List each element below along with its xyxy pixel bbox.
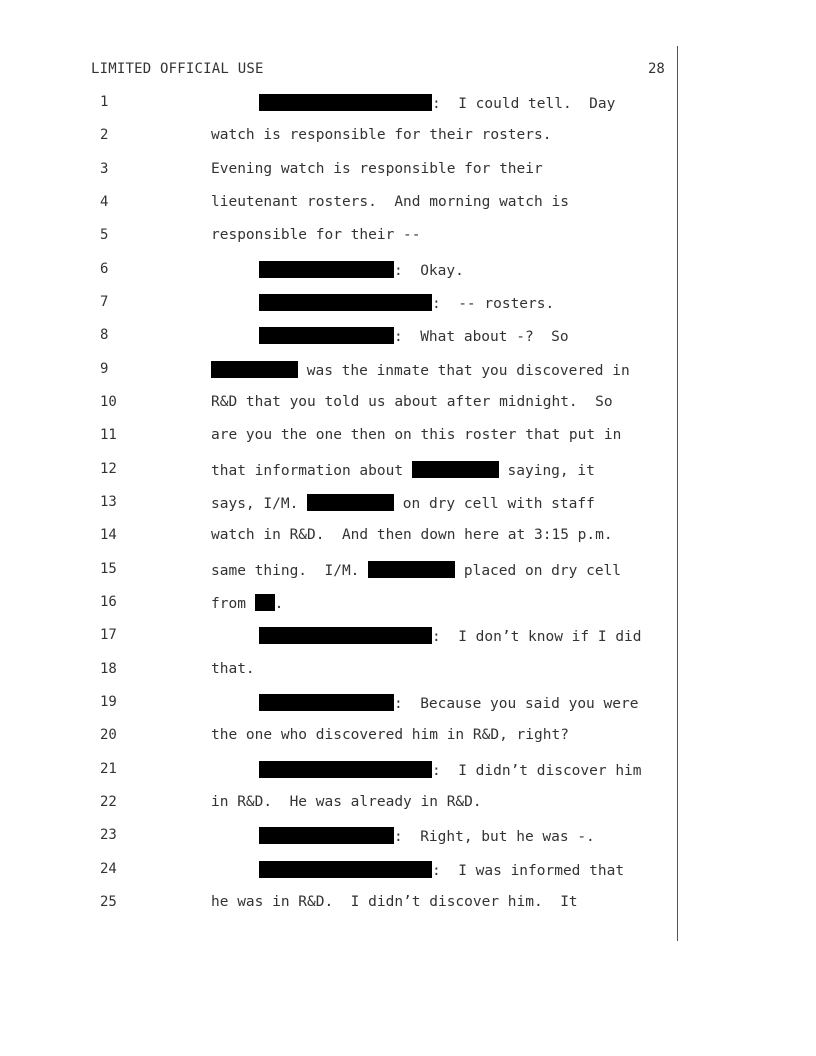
line-text [211, 594, 283, 612]
line-number: 13 [100, 494, 117, 510]
transcript-line [0, 794, 816, 814]
line-text-segment: : Okay. [394, 263, 464, 279]
redaction-block [368, 561, 455, 578]
redaction-block [259, 694, 394, 711]
line-text [259, 94, 615, 112]
line-text-segment: . [274, 596, 284, 612]
line-text: he was in R&D. I didn’t discover him. It [211, 894, 578, 910]
line-number: 16 [100, 594, 117, 610]
line-text [211, 361, 630, 379]
line-text-segment: from [211, 596, 255, 612]
line-text-segment: : I didn’t discover him [432, 763, 642, 779]
transcript-line [0, 894, 816, 914]
line-text: Evening watch is responsible for their [211, 161, 543, 177]
line-number: 20 [100, 727, 117, 743]
line-number: 9 [100, 361, 109, 377]
line-text [259, 294, 554, 312]
transcript-line [0, 261, 816, 281]
line-number: 4 [100, 194, 109, 210]
transcript-line [0, 527, 816, 547]
line-text: in R&D. He was already in R&D. [211, 794, 482, 810]
line-number: 12 [100, 461, 117, 477]
transcript-line [0, 161, 816, 181]
line-text: watch in R&D. And then down here at 3:15 p.m. [211, 527, 613, 543]
transcript-line [0, 94, 816, 114]
transcript-line [0, 127, 816, 147]
transcript-line [0, 727, 816, 747]
line-number: 2 [100, 127, 109, 143]
line-text-segment: on dry cell with staff [394, 496, 595, 512]
line-number: 15 [100, 561, 117, 577]
line-text-segment: : I don’t know if I did [432, 629, 642, 645]
line-text: R&D that you told us about after midnight. So [211, 394, 613, 410]
transcript-line [0, 327, 816, 347]
page-number: 28 [648, 61, 665, 77]
line-number: 24 [100, 861, 117, 877]
line-number: 7 [100, 294, 109, 310]
transcript-line [0, 194, 816, 214]
line-number: 11 [100, 427, 117, 443]
transcript-line [0, 661, 816, 681]
line-text: watch is responsible for their rosters. [211, 127, 552, 143]
line-number: 21 [100, 761, 117, 777]
redaction-block [259, 94, 432, 111]
line-text-segment: : I could tell. Day [432, 96, 616, 112]
transcript-line [0, 561, 816, 581]
line-text: lieutenant rosters. And morning watch is [211, 194, 569, 210]
line-text-segment: saying, it [498, 463, 595, 479]
transcript-line [0, 594, 816, 614]
redaction-block [259, 294, 432, 311]
transcript-line [0, 294, 816, 314]
line-number: 14 [100, 527, 117, 543]
redaction-block [259, 261, 394, 278]
line-number: 22 [100, 794, 117, 810]
transcript-line [0, 361, 816, 381]
line-text: that. [211, 661, 255, 677]
line-text-segment: : Right, but he was -. [394, 829, 595, 845]
line-text-segment: : What about -? So [394, 329, 569, 345]
transcript-line [0, 494, 816, 514]
page-header-classification: LIMITED OFFICIAL USE [91, 61, 264, 77]
redaction-block [259, 627, 432, 644]
line-text-segment: placed on dry cell [455, 563, 622, 579]
line-text [259, 761, 642, 779]
line-text-segment: : -- rosters. [432, 296, 555, 312]
transcript-line [0, 227, 816, 247]
line-number: 19 [100, 694, 117, 710]
line-text-segment: same thing. I/M. [211, 563, 369, 579]
line-text-segment: : Because you said you were [394, 696, 639, 712]
transcript-line [0, 394, 816, 414]
line-number: 6 [100, 261, 109, 277]
line-text: the one who discovered him in R&D, right? [211, 727, 569, 743]
redaction-block [307, 494, 394, 511]
line-text [259, 261, 464, 279]
line-number: 1 [100, 94, 109, 110]
line-number: 23 [100, 827, 117, 843]
transcript-line [0, 627, 816, 647]
line-text: are you the one then on this roster that put in [211, 427, 622, 443]
line-text-segment: was the inmate that you discovered in [298, 363, 630, 379]
transcript-line [0, 827, 816, 847]
redaction-block [412, 461, 499, 478]
transcript-line [0, 461, 816, 481]
line-number: 18 [100, 661, 117, 677]
redaction-block [259, 827, 394, 844]
line-number: 25 [100, 894, 117, 910]
transcript-line [0, 861, 816, 881]
transcript-line [0, 694, 816, 714]
line-text-segment: that information about [211, 463, 412, 479]
line-number: 8 [100, 327, 109, 343]
line-text: responsible for their -- [211, 227, 421, 243]
line-number: 10 [100, 394, 117, 410]
transcript-line [0, 761, 816, 781]
transcript-line [0, 427, 816, 447]
redaction-block [259, 327, 394, 344]
line-text [259, 327, 569, 345]
line-text-segment: says, I/M. [211, 496, 308, 512]
line-text [211, 561, 621, 579]
line-text [259, 861, 624, 879]
line-text [259, 627, 642, 645]
line-text [259, 694, 638, 712]
line-text [211, 494, 595, 512]
line-text-segment: : I was informed that [432, 863, 625, 879]
line-number: 17 [100, 627, 117, 643]
line-number: 3 [100, 161, 109, 177]
line-number: 5 [100, 227, 109, 243]
redaction-block [259, 861, 432, 878]
line-text [259, 827, 595, 845]
redaction-block [255, 594, 275, 611]
redaction-block [211, 361, 298, 378]
redaction-block [259, 761, 432, 778]
line-text [211, 461, 595, 479]
